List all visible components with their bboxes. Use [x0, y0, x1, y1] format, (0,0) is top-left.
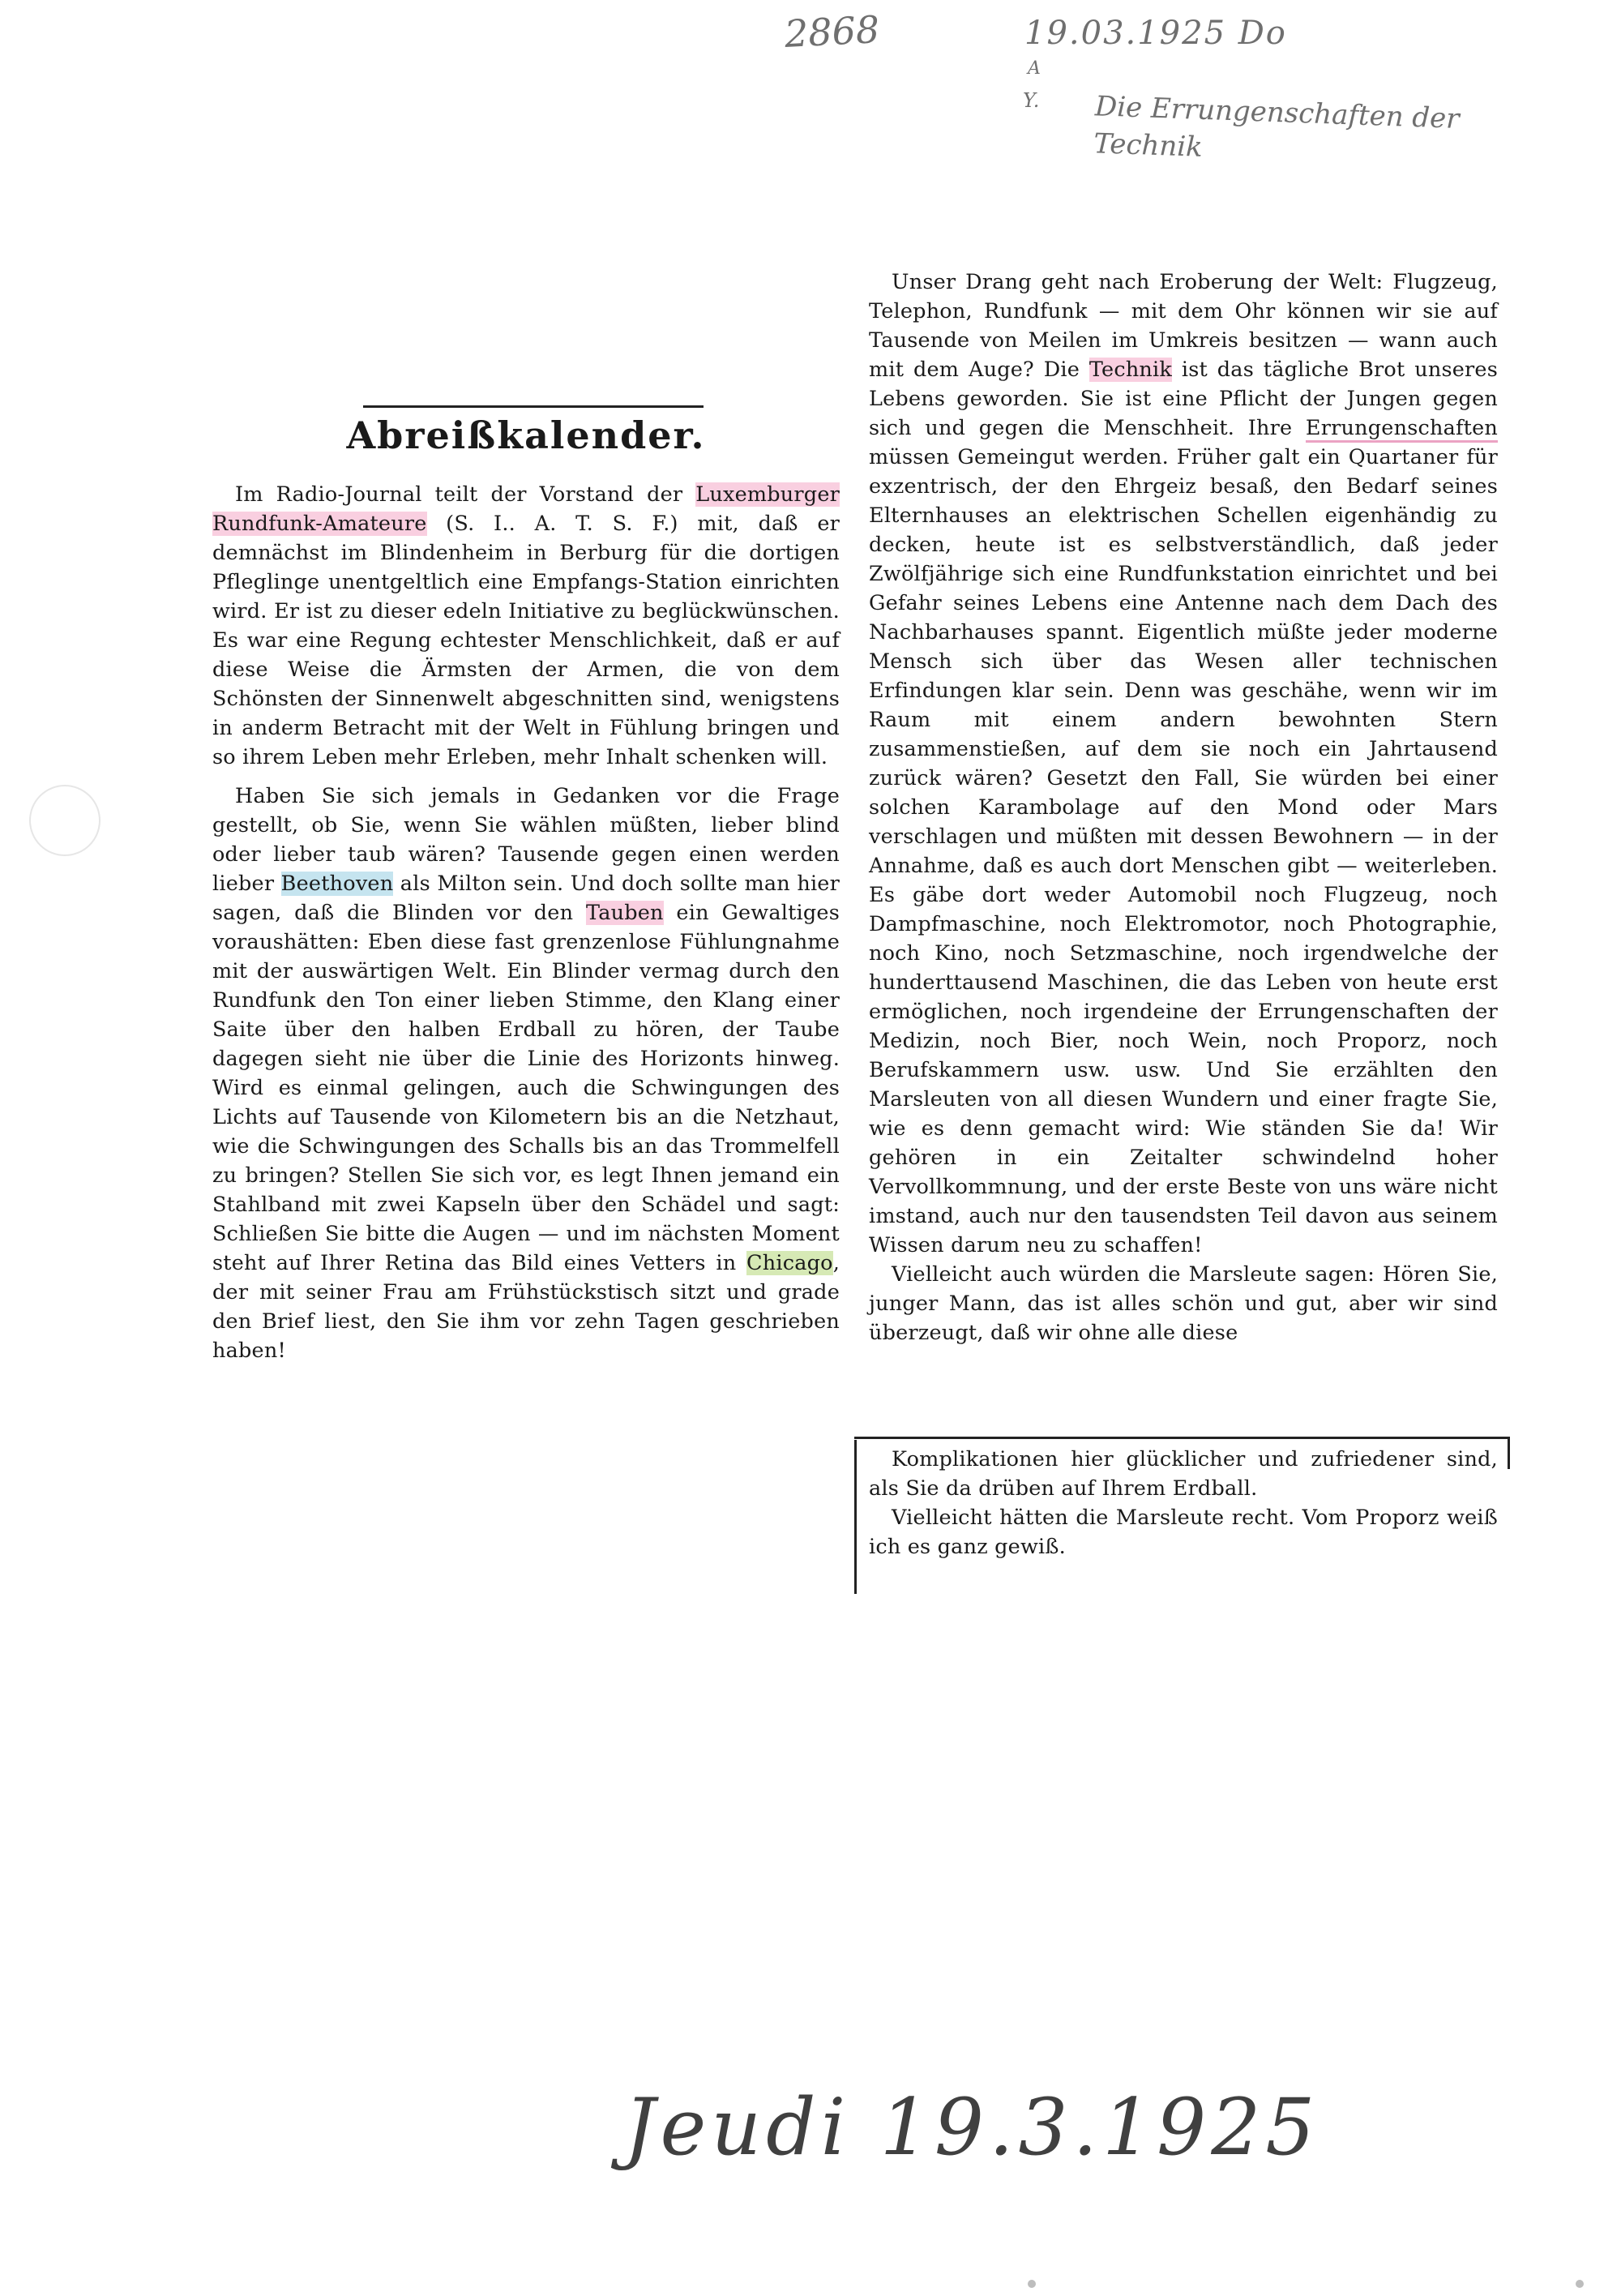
highlighted-word: Beethoven [280, 872, 394, 896]
right-column [869, 268, 1498, 1347]
handwritten-date-bottom: Jeudi 19.3.1925 [624, 2082, 1320, 2173]
tail-box-right-rule [1508, 1437, 1510, 1469]
tail-box-rule [854, 1437, 1509, 1439]
left-column [212, 480, 840, 1365]
archive-number: 2868 [783, 6, 881, 57]
right-paragraph-2: Vielleicht auch würden die Marsleute sagen: Hören Sie, junger Mann, das ist alles schön und gut, aber wir sind überzeugt, daß wir ohne alle diese [869, 1262, 1498, 1345]
tail-text [869, 1445, 1498, 1561]
scan-mark [1576, 2280, 1584, 2288]
highlighted-word: Luxemburger Rundfunk-Amateure [212, 482, 840, 536]
highlighted-word: Chicago [746, 1251, 833, 1275]
column-divider [854, 1440, 857, 1594]
handwritten-date-top: 19.03.1925 Do [1024, 15, 1287, 52]
right-paragraph-1: Unser Drang geht nach Eroberung der Welt: Flugzeug, Telephon, Rundfunk — mit dem Ohr können wir sie auf Tausende von Meilen im Umkreis besitzen — wann auch mit dem Auge? Die Technik ist das tägliche Brot unseres Lebens geworden. Sie ist eine Pflicht der Jungen gegen sich und gegen die Menschheit. Ihre Errungenschaften müssen Gemeingut werden. Früher galt ein Quartaner für exzentrisch, der den Ehrgeiz besaß, den Bedarf seines Elternhauses an elektrischen Schellen eigenhändig zu decken, heute ist es selbstverständlich, daß jeder Zwölfjährige sich eine Rundfunkstation einrichtet und bei Gefahr seines Lebens eine Antenne nach dem Dach des Nachbarhauses spannt. Eigentlich müßte jeder moderne Mensch sich über das Wesen aller technischen Erfindungen klar sein. Denn was geschähe, wenn wir im Raum mit einem andern bewohnten Stern zusammenstießen, auf dem sie noch ein Jahrtausend zurück wären? Gesetzt den Fall, Sie würden bei einer solchen Karambolage auf den Mond oder Mars verschlagen und müßten mit dessen Bewohnern — in der Annahme, daß es auch dort Menschen gibt — weiterleben. Es gäbe dort weder Automobil noch Flugzeug, noch Dampfmaschine, noch Elektromotor, noch Photographie, noch Kino, noch Setzmaschine, noch irgendwelche der hunderttausend Maschinen, die das Leben von heute erst ermöglichen, noch irgendeine der Errungenschaften der Medizin, noch Bier, noch Wein, noch Proporz, noch Berufskammern usw. usw. Und Sie erzählten den Marsleuten von all diesen Wundern und einer fragte Sie, wie es denn gemacht wird: Wie ständen Sie da! Wir gehören in ein Zeitalter schwindelnd hoher Vervollkommnung, und der erste Beste von uns wäre nicht imstand, auch nur den tausendsten Teil davon aus seinem Wissen darum neu zu schaffen! [869, 270, 1498, 1257]
tail-paragraph-2: Vielleicht hätten die Marsleute recht. Vom Proporz weiß ich es ganz gewiß. [869, 1506, 1498, 1559]
highlighted-word: Tauben [585, 901, 664, 925]
highlighted-word: Technik [1089, 358, 1173, 382]
handwritten-mark-a: A [1028, 58, 1041, 79]
title-rule [363, 405, 704, 408]
left-paragraph-2: Haben Sie sich jemals in Gedanken vor die Frage gestellt, ob Sie, wenn Sie wählen müßten, lieber blind oder lieber taub wären? Tausende gegen einen werden lieber Beethoven als Milton sein. Und doch sollte man hier sagen, daß die Blinden vor den Tauben ein Gewaltiges voraushätten: Eben diese fast grenzenlose Fühlungnahme mit der auswärtigen Welt. Ein Blinder vermag durch den Rundfunk den Ton einer lieben Stimme, den Klang einer Saite über den halben Erdball zu hören, der Taube dagegen sieht nie über die Linie des Horizonts hinweg. Wird es einmal gelingen, auch die Schwingungen des Lichts auf Tausende von Kilometern bis an die Netzhaut, wie die Schwingungen des Schalls bis an das Trommelfell zu bringen? Stellen Sie sich vor, es legt Ihnen jemand ein Stahlband mit zwei Kapseln über den Schädel und sagt: Schließen Sie bitte die Augen — und im nächsten Moment steht auf Ihrer Retina das Bild eines Vetters in Chicago, der mit seiner Frau am Frühstückstisch sitzt und grade den Brief liest, den Sie ihm vor zehn Tagen geschrieben haben! [212, 784, 840, 1363]
article-title: Abreißkalender. [346, 413, 706, 457]
scan-mark [1028, 2280, 1036, 2288]
handwritten-mark-y: Y. [1023, 89, 1040, 112]
punch-hole [29, 785, 101, 856]
handwritten-topic: Die Errungenschaften der Technik [1093, 90, 1461, 164]
highlighted-word: Errungenschaften [1306, 416, 1498, 443]
left-paragraph-1: Im Radio-Journal teilt der Vorstand der Luxemburger Rundfunk-Amateure (S. I.. A. T. S. F.) mit, daß er demnächst im Blindenheim in Berburg für die dortigen Pfleglinge unentgeltlich eine Empfangs-Station einrichten wird. Er ist zu dieser edeln Initiative zu beglückwünschen. Es war eine Regung echtester Menschlichkeit, daß er auf diese Weise die Ärmsten der Armen, die von dem Schönsten der Sinnenwelt abgeschnitten sind, wenigstens in anderm Betracht mit der Welt in Fühlung bringen und so ihrem Leben mehr Erleben, mehr Inhalt schenken will. [212, 482, 840, 769]
tail-paragraph-1: Komplikationen hier glücklicher und zufriedener sind, als Sie da drüben auf Ihrem Erdball. [869, 1447, 1498, 1501]
